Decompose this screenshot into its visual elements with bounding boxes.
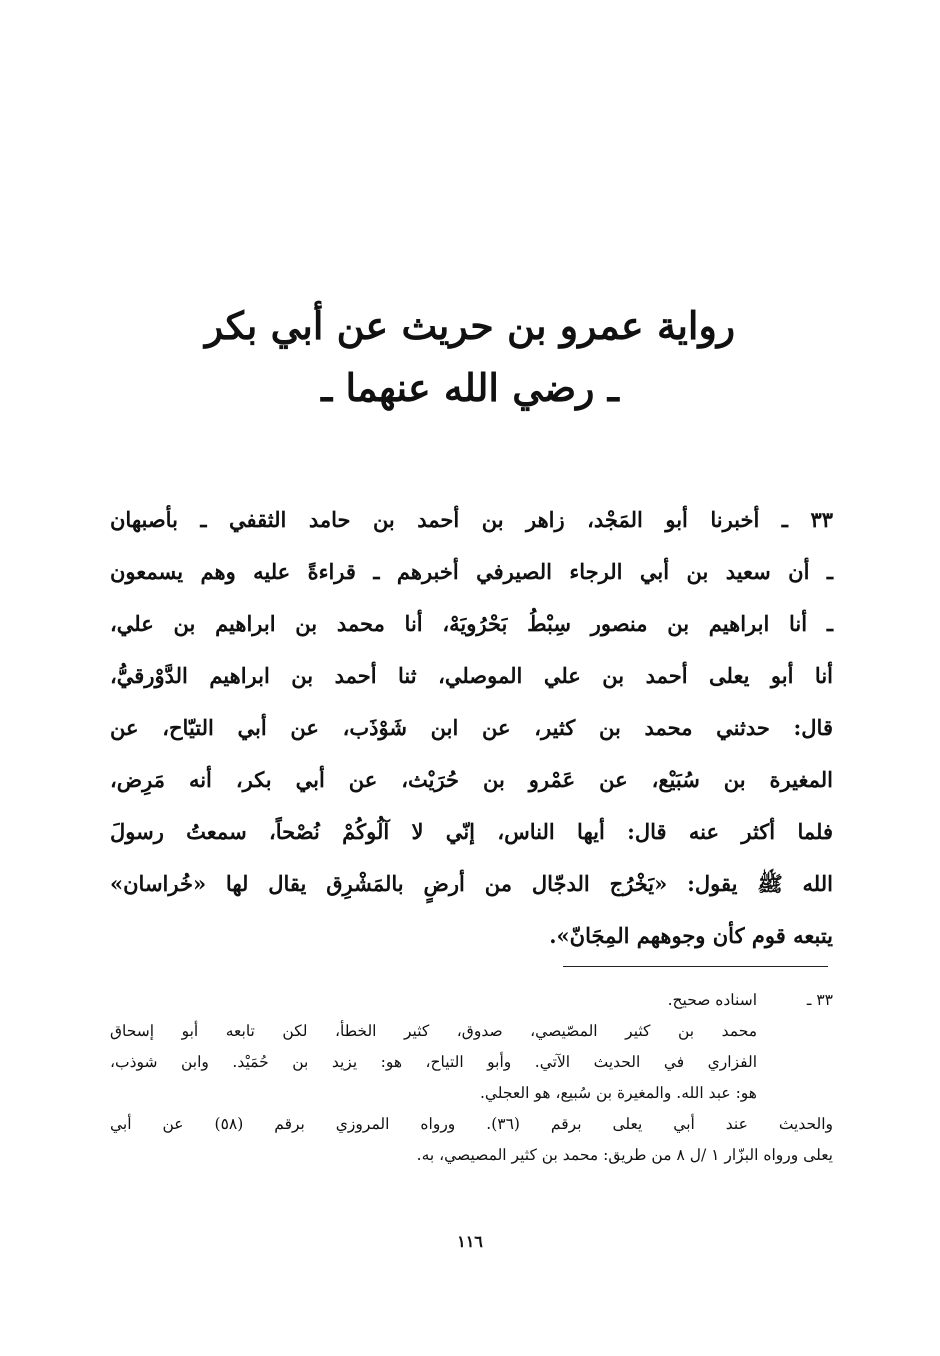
- hadith-line: ٣٣ ـ أخبرنا أبو المَجْد، زاهر بن أحمد بن حامد الثقفي ـ بأصبهان: [110, 507, 833, 532]
- footnote-line: والحديث عند أبي يعلى برقم (٣٦). ورواه المروزي برقم (٥٨) عن أبي: [110, 1115, 834, 1133]
- hadith-line: ـ أنا ابراهيم بن منصور سِبْطُ بَحْرُويَهْ، أنا محمد بن ابراهيم بن علي،: [110, 611, 833, 636]
- page-number: ١١٦: [457, 1232, 483, 1251]
- footnote-number: ٣٣ ـ: [806, 991, 833, 1009]
- hadith-line: المغيرة بن سُبَيْع، عن عَمْرو بن حُرَيْث، عن أبي بكر، أنه مَرِض،: [110, 767, 833, 792]
- footnote-line: هو: عبد الله. والمغيرة بن سُبيع، هو العجلي.: [479, 1084, 757, 1102]
- footnote-line: محمد بن كثير المصّيصي، صدوق، كثير الخطأ، لكن تابعه أبو إسحاق: [110, 1022, 757, 1040]
- footnote-line: يعلى ورواه البزّار ١ /ل ٨ من طريق: محمد بن كثير المصيصي، به.: [416, 1146, 833, 1164]
- chapter-title: [120, 295, 820, 419]
- footnotes: [110, 985, 833, 1171]
- hadith-line: أنا أبو يعلى أحمد بن علي الموصلي، ثنا أحمد بن ابراهيم الدَّوْرقيُّ،: [110, 663, 833, 688]
- hadith-text: [110, 494, 833, 962]
- footnote-text: اسناده صحيح.: [667, 991, 757, 1009]
- footnote-separator: [563, 966, 828, 967]
- chapter-title-line-1: رواية عمرو بن حريث عن أبي بكر: [204, 303, 736, 348]
- hadith-line: فلما أكثر عنه قال: أيها الناس، إنّي لا آلُوكُمْ نُصْحاً، سمعتُ رسولَ: [110, 819, 833, 844]
- chapter-title-line-2: ـ رضي الله عنهما ـ: [321, 365, 619, 410]
- hadith-line: يتبعه قوم كأن وجوههم المِجَانّ».: [549, 923, 833, 948]
- footnote-line: [110, 985, 833, 1016]
- hadith-line: قال: حدثني محمد بن كثير، عن ابن شَوْذَب، عن أبي التيّاح، عن: [110, 715, 833, 740]
- footnote-line: الفزاري في الحديث الآتي. وأبو التياح، هو: يزيد بن حُمَيْد. وابن شوذب،: [110, 1053, 757, 1071]
- hadith-line: ـ أن سعيد بن أبي الرجاء الصيرفي أخبرهم ـ قراءةً عليه وهم يسمعون: [110, 559, 833, 584]
- hadith-line: الله ﷺ يقول: «يَخْرُج الدجّال من أرضٍ بالمَشْرِق يقال لها «خُراسان»: [110, 871, 833, 896]
